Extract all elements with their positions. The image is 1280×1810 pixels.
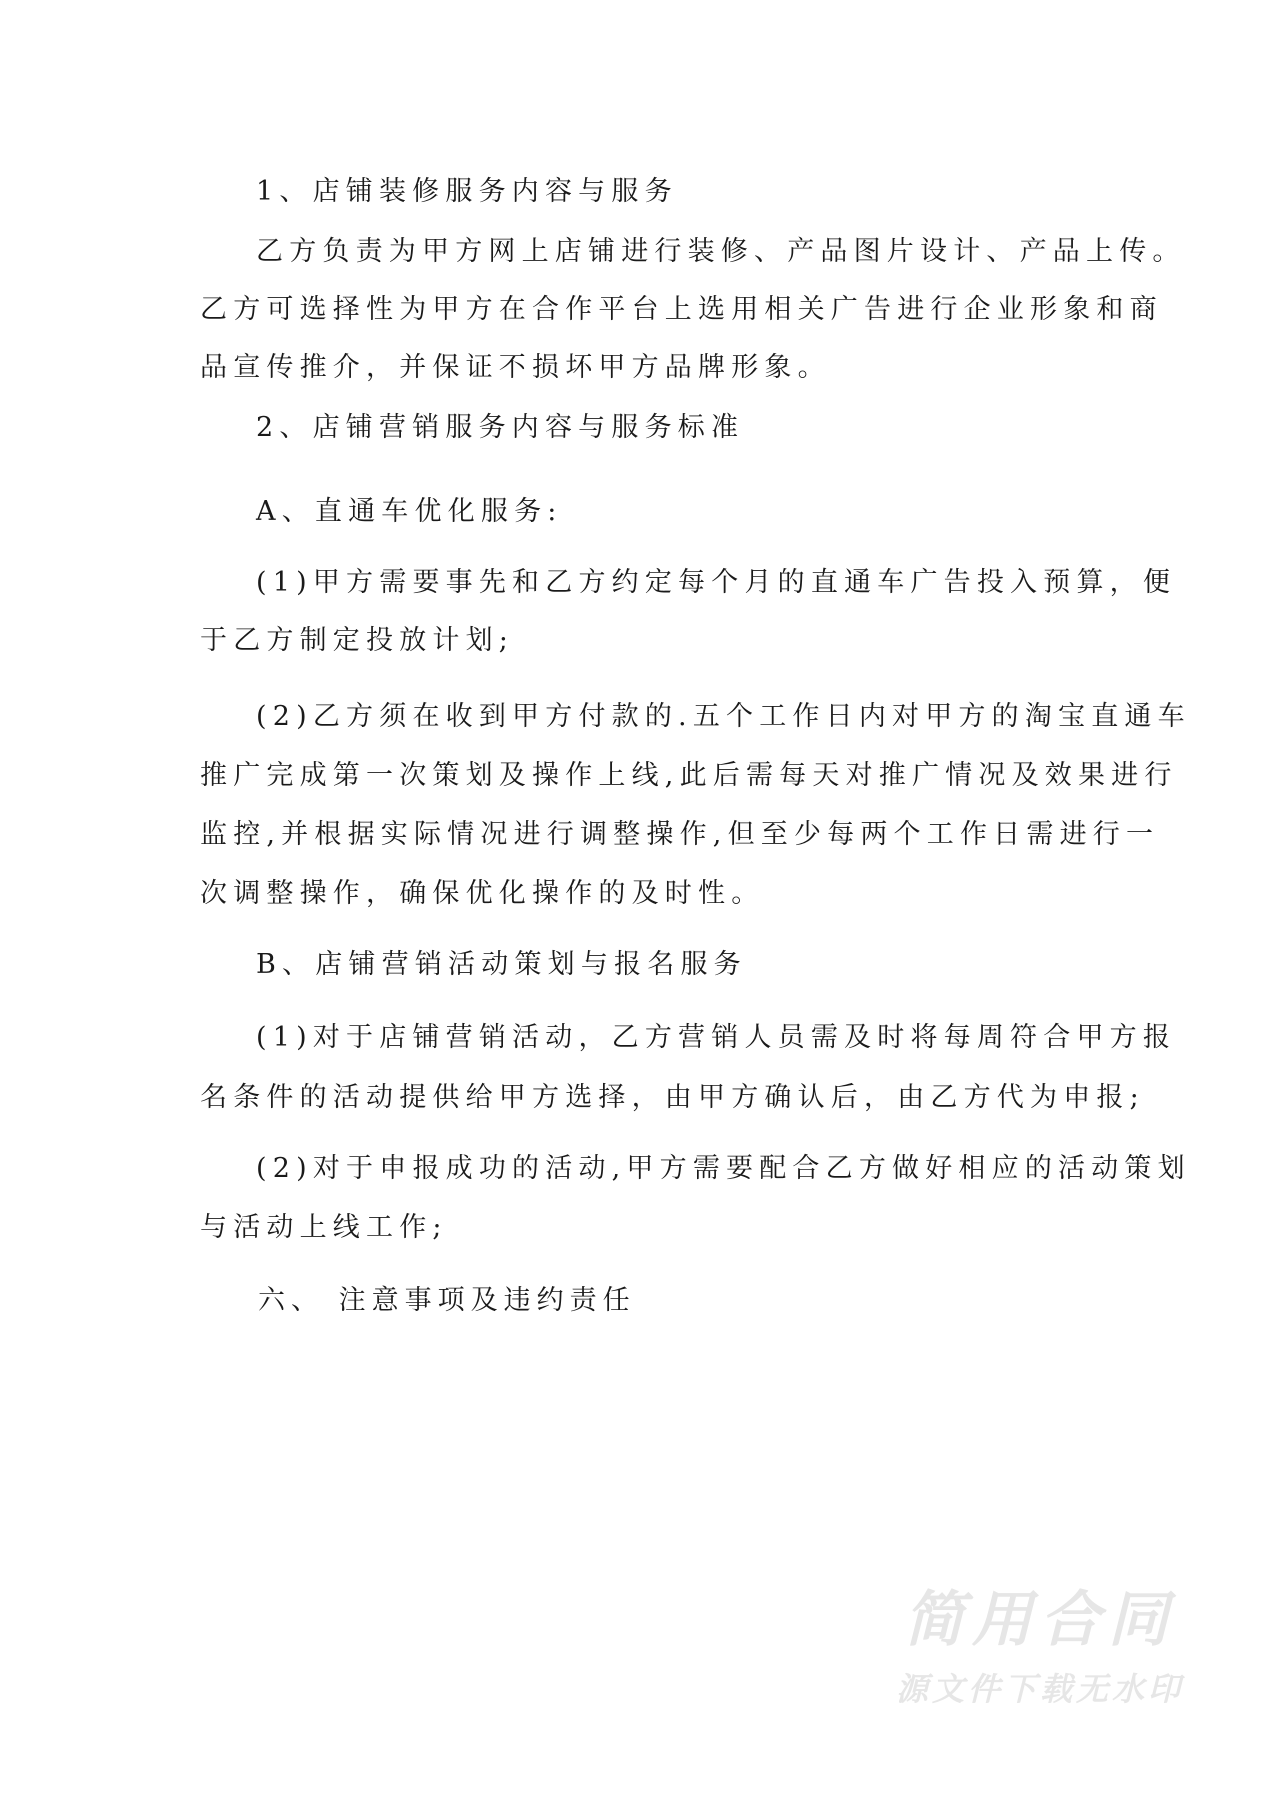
section-heading-6: 六、 注意事项及违约责任 xyxy=(258,1285,636,1316)
watermark-subtitle: 源文件下载无水印 xyxy=(895,1670,1184,1708)
watermark-title: 简用合同 xyxy=(904,1585,1176,1655)
subsection-heading-a: A、直通车优化服务: xyxy=(256,496,563,527)
paragraph-line: (1)对于店铺营销活动，乙方营销人员需及时将每周符合甲方报 xyxy=(256,1022,1177,1053)
section-heading-2: 2、店铺营销服务内容与服务标准 xyxy=(256,412,745,443)
paragraph-line: 推广完成第一次策划及操作上线,此后需每天对推广情况及效果进行 xyxy=(200,760,1178,791)
paragraph-line: 次调整操作，确保优化操作的及时性。 xyxy=(200,878,765,909)
paragraph-line: 品宣传推介，并保证不损坏甲方品牌形象。 xyxy=(200,352,831,383)
paragraph-line: 名条件的活动提供给甲方选择，由甲方确认后，由乙方代为申报; xyxy=(200,1082,1145,1113)
watermark xyxy=(880,1585,1200,1711)
paragraph-line: 与活动上线工作; xyxy=(200,1212,448,1243)
paragraph-line: 乙方可选择性为甲方在合作平台上选用相关广告进行企业形象和商 xyxy=(200,294,1163,325)
subsection-heading-b: B、店铺营销活动策划与报名服务 xyxy=(256,949,747,980)
paragraph-line: (2)对于申报成功的活动,甲方需要配合乙方做好相应的活动策划 xyxy=(256,1153,1191,1184)
paragraph-line: 监控,并根据实际情况进行调整操作,但至少每两个工作日需进行一 xyxy=(200,819,1160,850)
paragraph-line: 乙方负责为甲方网上店铺进行装修、产品图片设计、产品上传。 xyxy=(256,236,1186,267)
section-heading-1: 1、店铺装修服务内容与服务 xyxy=(256,176,678,207)
paragraph-line: (2)乙方须在收到甲方付款的.五个工作日内对甲方的淘宝直通车 xyxy=(256,701,1191,732)
paragraph-line: (1)甲方需要事先和乙方约定每个月的直通车广告投入预算，便 xyxy=(256,567,1177,598)
paragraph-line: 于乙方制定投放计划; xyxy=(200,625,515,656)
